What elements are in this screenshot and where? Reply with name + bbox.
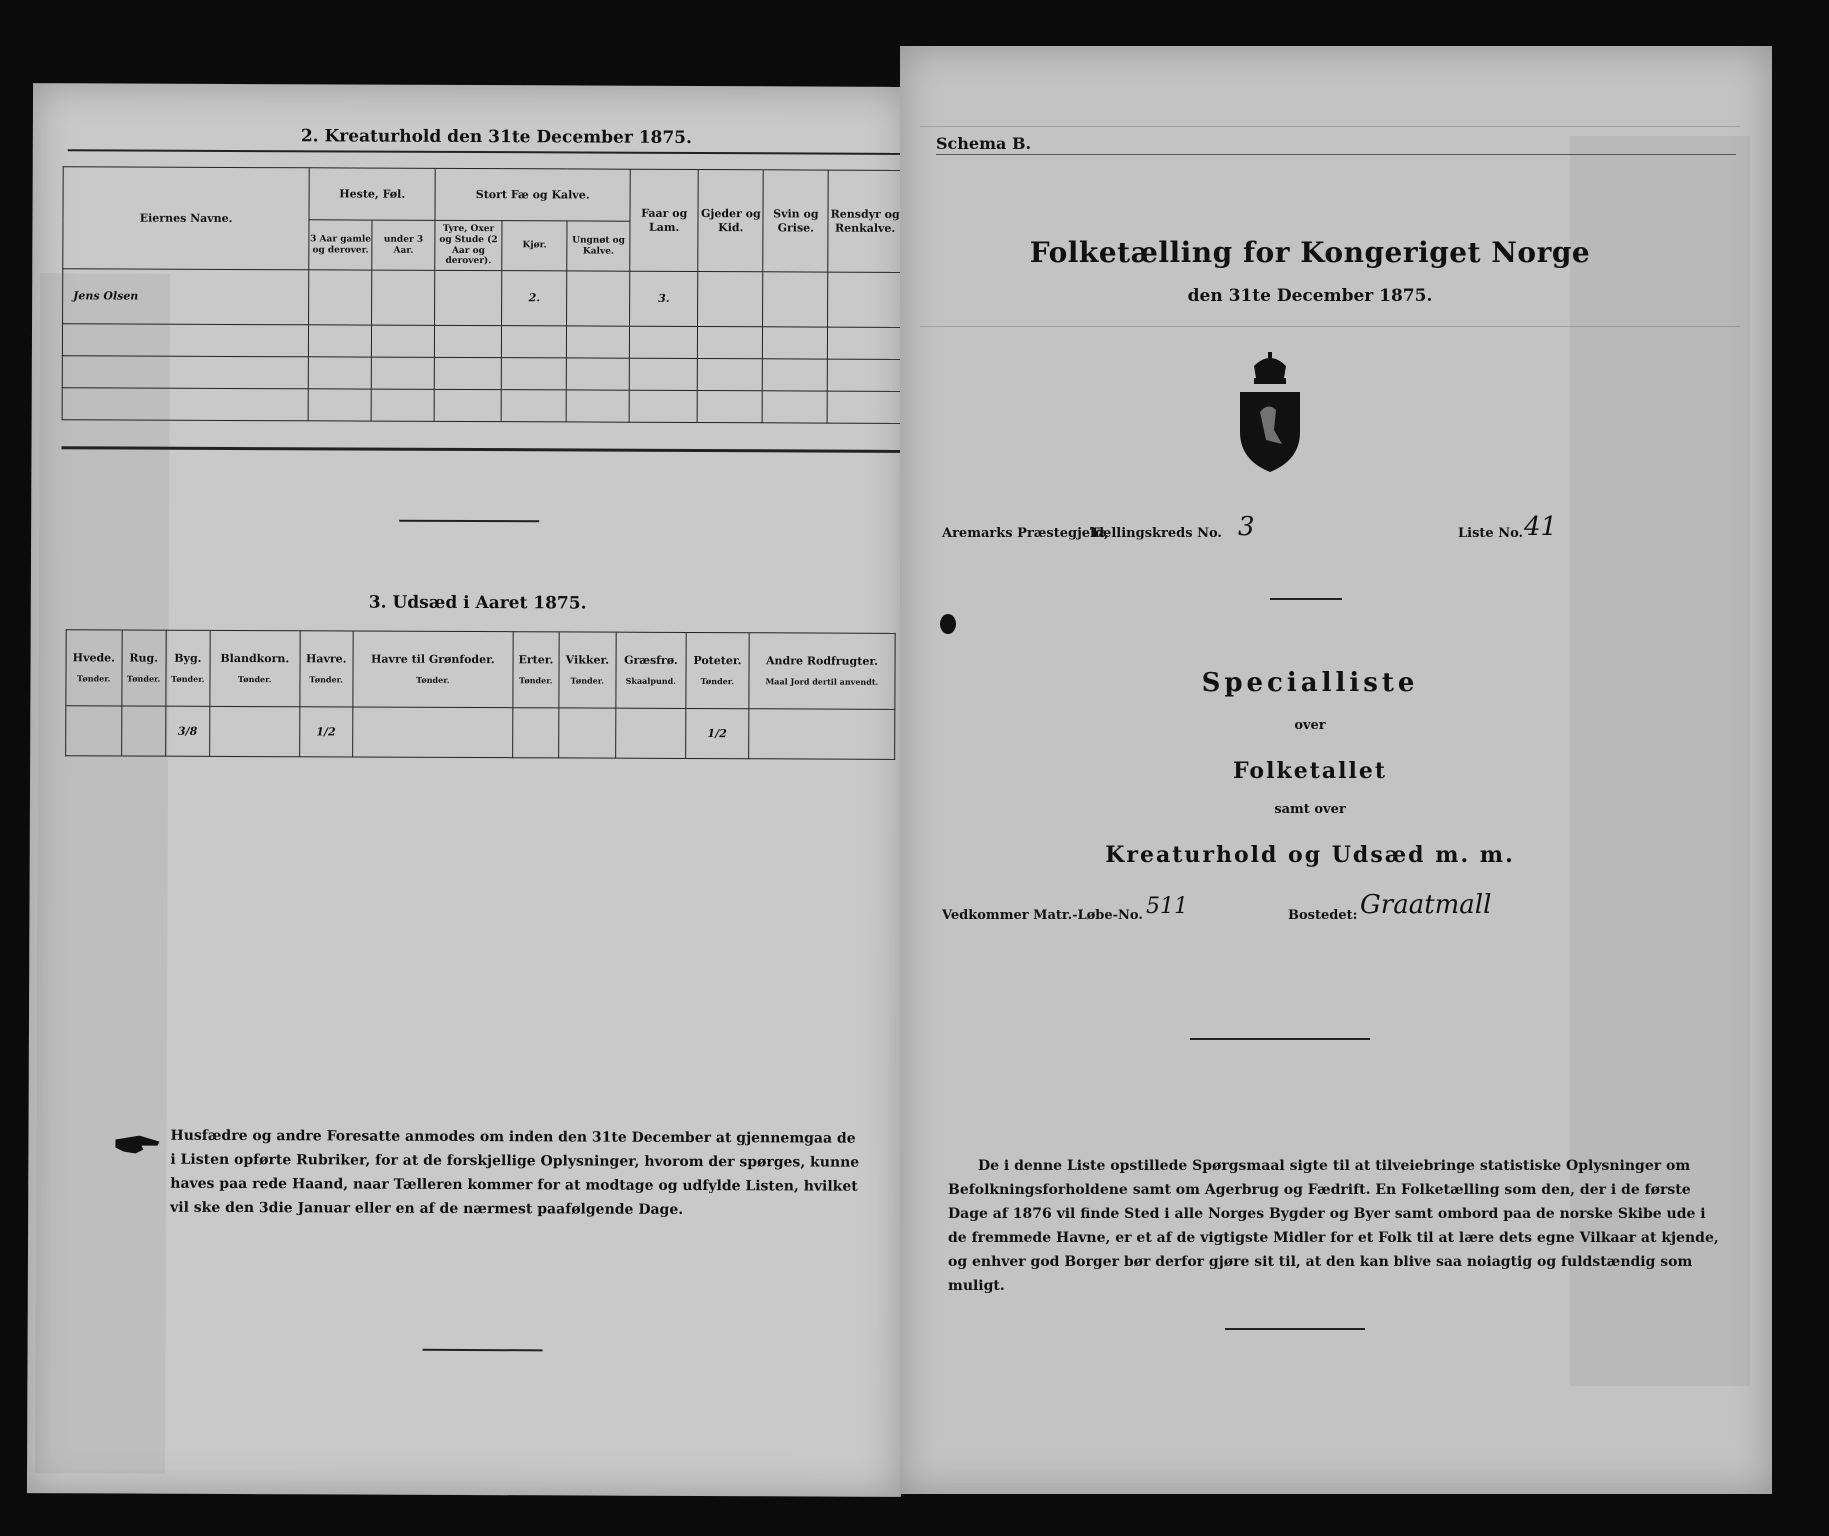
udsaed-col-header (353, 631, 513, 708)
kreaturhold-table (62, 166, 903, 424)
udsaed-col-unit: Tønder. (700, 676, 735, 687)
divider (1270, 598, 1342, 600)
right-page (900, 46, 1772, 1494)
udsaed-table (65, 629, 896, 760)
table-row (63, 269, 902, 328)
samt-over-label: samt over (1274, 802, 1346, 817)
folketallet-title: Folketallet (1233, 758, 1387, 784)
udsaed-col-name: Hvede. (72, 651, 116, 665)
udsaed-heading: 3. Udsæd i Aaret 1875. (368, 592, 587, 614)
tallingskreds-value: 3 (1238, 512, 1255, 542)
col-group-stort: Stort Fæ og Kalve. (435, 168, 630, 221)
udsaed-col-header (166, 630, 211, 706)
divider (1190, 1038, 1370, 1040)
table-row (66, 706, 895, 760)
page-subtitle: den 31te December 1875. (1187, 286, 1433, 306)
kreaturhold-heading: 2. Kreaturhold den 31te December 1875. (300, 126, 693, 148)
udsaed-col-name: Byg. (174, 651, 202, 665)
udsaed-col-unit: Tønder. (237, 674, 272, 685)
udsaed-col-unit: Maal Jord dertil anvendt. (765, 676, 879, 688)
norway-coat-of-arms-icon (1230, 352, 1310, 476)
udsaed-col-name: Havre til Grønfoder. (371, 652, 495, 667)
udsaed-value (748, 709, 894, 760)
udsaed-col-unit: Tønder. (416, 675, 450, 686)
body-text: De i denne Liste opstillede Spørgsmaal sigte til at tilveiebringe statistiske Oplysninger om Befolkningsforholdene samt om Agerbrug og Fædrift. En Folketælling som den, der i de første Dage af 1876 vil finde Sted i alle Norges Bygder og Byer samt ombord paa de norske Skibe ude i de fremmede Havne, er et af de vigtigste Midler for et Folk til at lære dets egne Vilkaar at kjende, og enhver god Borger bør derfor gjøre sit til, at den kan blive saa noiagtig og fuldstændig som muligt. (948, 1158, 1719, 1294)
tallingskreds-label: Tællingskreds No. (1090, 526, 1222, 541)
over-label-1: over (1294, 718, 1326, 733)
prestegjeld: Aremarks Præstegjeld, (942, 526, 1109, 541)
udsaed-col-header (121, 630, 166, 706)
schema-rule (936, 154, 1736, 155)
col-rensdyr: Rensdyr og Renkalve. (828, 170, 902, 272)
udsaed-col-name: Poteter. (693, 654, 742, 668)
udsaed-col-header (749, 633, 895, 710)
udsaed-col-header (513, 632, 559, 708)
udsaed-value: 1/2 (299, 707, 353, 757)
specialliste-title: Specialliste (1201, 668, 1419, 698)
col-faar: Faar og Lam. (630, 169, 699, 271)
col-ungnot: Ungnøt og Kalve. (567, 221, 630, 271)
udsaed-col-unit: Tønder. (171, 674, 205, 685)
udsaed-value (352, 707, 512, 758)
notice-text: Husfædre og andre Foresatte anmodes om inden den 31te December at gjennemgaa de i Listen opførte Rubriker, for at de forskjellige Oplysninger, hvorom der spørges, kunne haves paa rede Haand, naar Tælleren kommer for at modtage og udfylde Listen, hvilket vil ske den 3die Januar eller en af de nærmest paafølgende Dage. (170, 1127, 860, 1218)
col-svin: Svin og Grise. (763, 170, 828, 272)
bleed-through-margin (35, 273, 170, 1474)
udsaed-col-header (210, 630, 300, 706)
matr-label: Vedkommer Matr.-Løbe-No. (942, 908, 1143, 923)
table-row (62, 356, 901, 392)
udsaed-col-name: Rug. (129, 651, 159, 665)
bostedet-label: Bostedet: (1288, 908, 1358, 923)
udsaed-value (558, 708, 615, 758)
liste-value: 41 (1524, 512, 1558, 542)
udsaed-col-name: Blandkorn. (220, 652, 290, 666)
owner-name: Jens Olsen (63, 269, 309, 325)
matr-value: 511 (1146, 894, 1188, 919)
udsaed-col-header (66, 630, 122, 706)
heading-underline (68, 149, 904, 155)
col-eiernes-navne: Eiernes Navne. (63, 167, 310, 270)
udsaed-col-header (299, 631, 353, 707)
udsaed-col-unit: Tønder. (519, 675, 553, 686)
udsaed-value: 1/2 (685, 708, 748, 758)
col-group-heste: Heste, Føl. (309, 168, 435, 221)
table-row (62, 388, 901, 424)
page-title: Folketælling for Kongeriget Norge (1029, 236, 1591, 269)
col-kjor: Kjør. (502, 221, 567, 271)
table-row (62, 324, 901, 360)
udsaed-col-name: Andre Rodfrugter. (765, 654, 878, 668)
udsaed-value: 3/8 (165, 706, 209, 756)
liste-label: Liste No. (1458, 526, 1524, 541)
col-heste-under3: under 3 Aar. (372, 220, 435, 270)
udsaed-col-unit: Skaalpund. (625, 675, 676, 687)
udsaed-col-unit: Tønder. (77, 673, 111, 684)
udsaed-value (121, 706, 165, 756)
udsaed-value (512, 708, 558, 758)
udsaed-col-name: Græsfrø. (624, 653, 678, 668)
col-tyre: Tyre, Oxer og Stude (2 Aar og derover). (435, 220, 502, 270)
punch-hole (940, 614, 956, 634)
udsaed-value (210, 706, 300, 756)
udsaed-col-header (616, 632, 686, 708)
udsaed-col-header (686, 632, 749, 708)
table-bottom-rule (61, 446, 901, 453)
udsaed-col-header (559, 632, 616, 708)
udsaed-col-unit: Tønder. (309, 674, 343, 685)
col-heste-3aar: 3 Aar gamle og derover. (309, 220, 372, 270)
udsaed-col-name: Havre. (305, 652, 347, 666)
divider (1225, 1328, 1365, 1330)
udsaed-col-unit: Tønder. (570, 675, 605, 686)
kreaturhold-title: Kreaturhold og Udsæd m. m. (1105, 842, 1515, 868)
bostedet-value: Graatmall (1360, 890, 1492, 920)
bleed-through-line (920, 126, 1740, 127)
footer-divider (423, 1349, 543, 1351)
pointing-hand-icon (113, 1131, 161, 1157)
udsaed-col-unit: Tønder. (126, 673, 161, 684)
udsaed-col-name: Vikker. (565, 653, 610, 667)
col-gjeder: Gjeder og Kid. (698, 170, 763, 272)
udsaed-col-name: Erter. (518, 653, 554, 667)
udsaed-value (615, 708, 685, 758)
udsaed-value (66, 706, 122, 756)
left-page (27, 83, 907, 1497)
value-faar: 3. (630, 271, 698, 326)
value-kjor: 2. (502, 271, 567, 326)
section-divider (399, 520, 539, 522)
schema-label: Schema B. (936, 134, 1032, 153)
